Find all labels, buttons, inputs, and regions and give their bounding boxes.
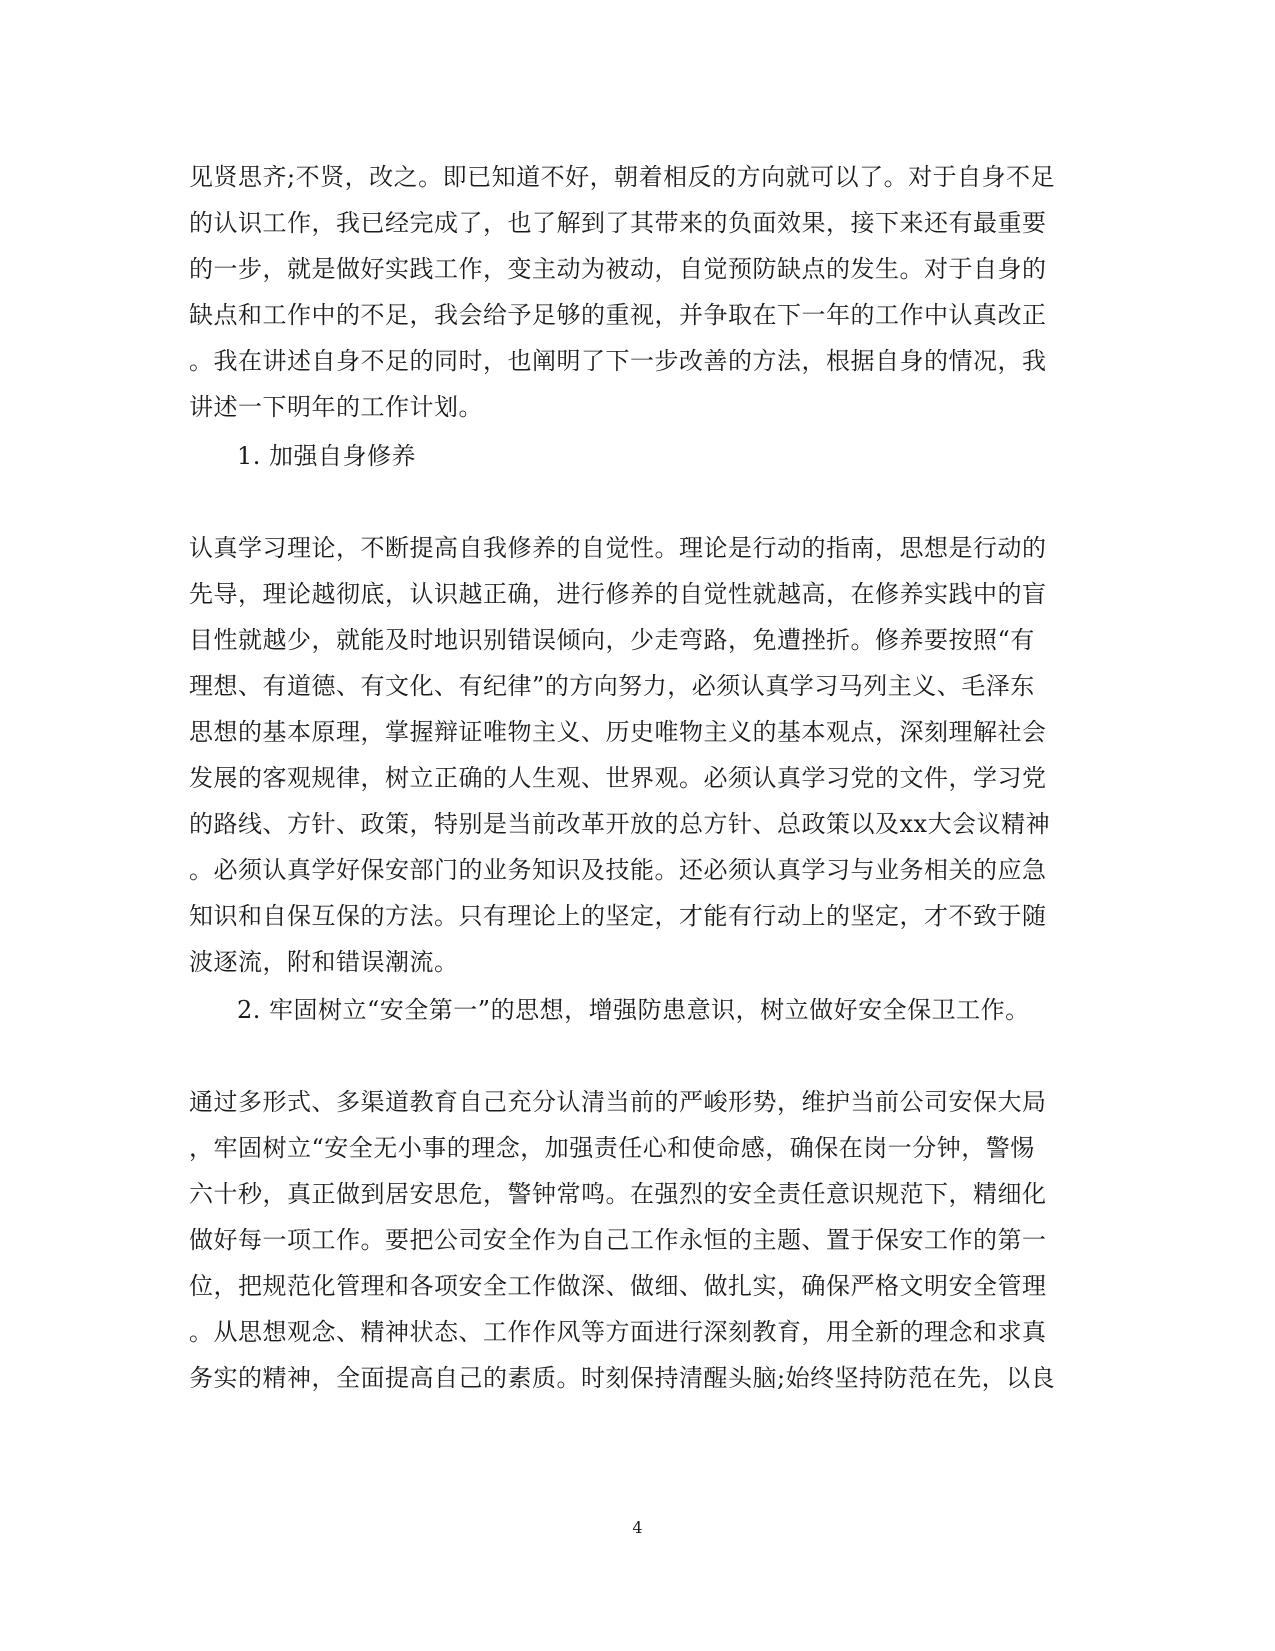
paragraph-3-line: 务实的精神，全面提高自己的素质。时刻保持清醒头脑;始终坚持防范在先，以良 xyxy=(189,1364,1056,1392)
paragraph-3-line: 通过多形式、多渠道教育自己充分认清当前的严峻形势，维护当前公司安保大局 xyxy=(189,1088,1047,1116)
paragraph-2-line: 知识和自保互保的方法。只有理论上的坚定，才能有行动上的坚定，才不致于随 xyxy=(189,902,1047,930)
paragraph-3-line: 。从思想观念、精神状态、工作作风等方面进行深刻教育，用全新的理念和求真 xyxy=(189,1318,1047,1346)
paragraph-2-line: 认真学习理论，不断提高自我修养的自觉性。理论是行动的指南，思想是行动的 xyxy=(189,534,1047,562)
paragraph-3-line: 六十秒，真正做到居安思危，警钟常鸣。在强烈的安全责任意识规范下，精细化 xyxy=(189,1180,1047,1208)
paragraph-3-line: 位，把规范化管理和各项安全工作做深、做细、做扎实，确保严格文明安全管理 xyxy=(189,1272,1047,1300)
paragraph-1-line: 讲述一下明年的工作计划。 xyxy=(189,393,483,421)
paragraph-1-line: 见贤思齐;不贤，改之。即已知道不好，朝着相反的方向就可以了。对于自身不足 xyxy=(189,163,1056,191)
paragraph-2-line: 理想、有道德、有文化、有纪律”的方向努力，必须认真学习马列主义、毛泽东 xyxy=(189,672,1035,700)
paragraph-1-line: 的一步，就是做好实践工作，变主动为被动，自觉预防缺点的发生。对于自身的 xyxy=(189,255,1047,283)
paragraph-2-line: 发展的客观规律，树立正确的人生观、世界观。必须认真学习党的文件，学习党 xyxy=(189,764,1047,792)
paragraph-1-line: 。我在讲述自身不足的同时，也阐明了下一步改善的方法，根据自身的情况，我 xyxy=(189,347,1047,375)
paragraph-2-line: 先导，理论越彻底，认识越正确，进行修养的自觉性就越高，在修养实践中的盲 xyxy=(189,580,1047,608)
paragraph-2-line: 思想的基本原理，掌握辩证唯物主义、历史唯物主义的基本观点，深刻理解社会 xyxy=(189,718,1047,746)
paragraph-2-line: 波逐流，附和错误潮流。 xyxy=(189,948,459,976)
paragraph-3-line: 做好每一项工作。要把公司安全作为自己工作永恒的主题、置于保安工作的第一 xyxy=(189,1226,1047,1254)
section-heading-1: 1. 加强自身修养 xyxy=(237,442,417,470)
paragraph-3-line: ，牢固树立“安全无小事的理念，加强责任心和使命感，确保在岗一分钟，警惕 xyxy=(189,1134,1035,1162)
paragraph-2-line: 的路线、方针、政策，特别是当前改革开放的总方针、总政策以及xx大会议精神 xyxy=(189,810,1051,838)
paragraph-2-line: 。必须认真学好保安部门的业务知识及技能。还必须认真学习与业务相关的应急 xyxy=(189,856,1047,884)
paragraph-1-line: 缺点和工作中的不足，我会给予足够的重视，并争取在下一年的工作中认真改正 xyxy=(189,301,1047,329)
section-heading-2: 2. 牢固树立“安全第一”的思想，增强防患意识，树立做好安全保卫工作。 xyxy=(237,996,1030,1024)
paragraph-2-line: 目性就越少，就能及时地识别错误倾向，少走弯路，免遭挫折。修养要按照“有 xyxy=(189,626,1035,654)
paragraph-1-line: 的认识工作，我已经完成了，也了解到了其带来的负面效果，接下来还有最重要 xyxy=(189,209,1047,237)
page-number: 4 xyxy=(632,1518,643,1537)
